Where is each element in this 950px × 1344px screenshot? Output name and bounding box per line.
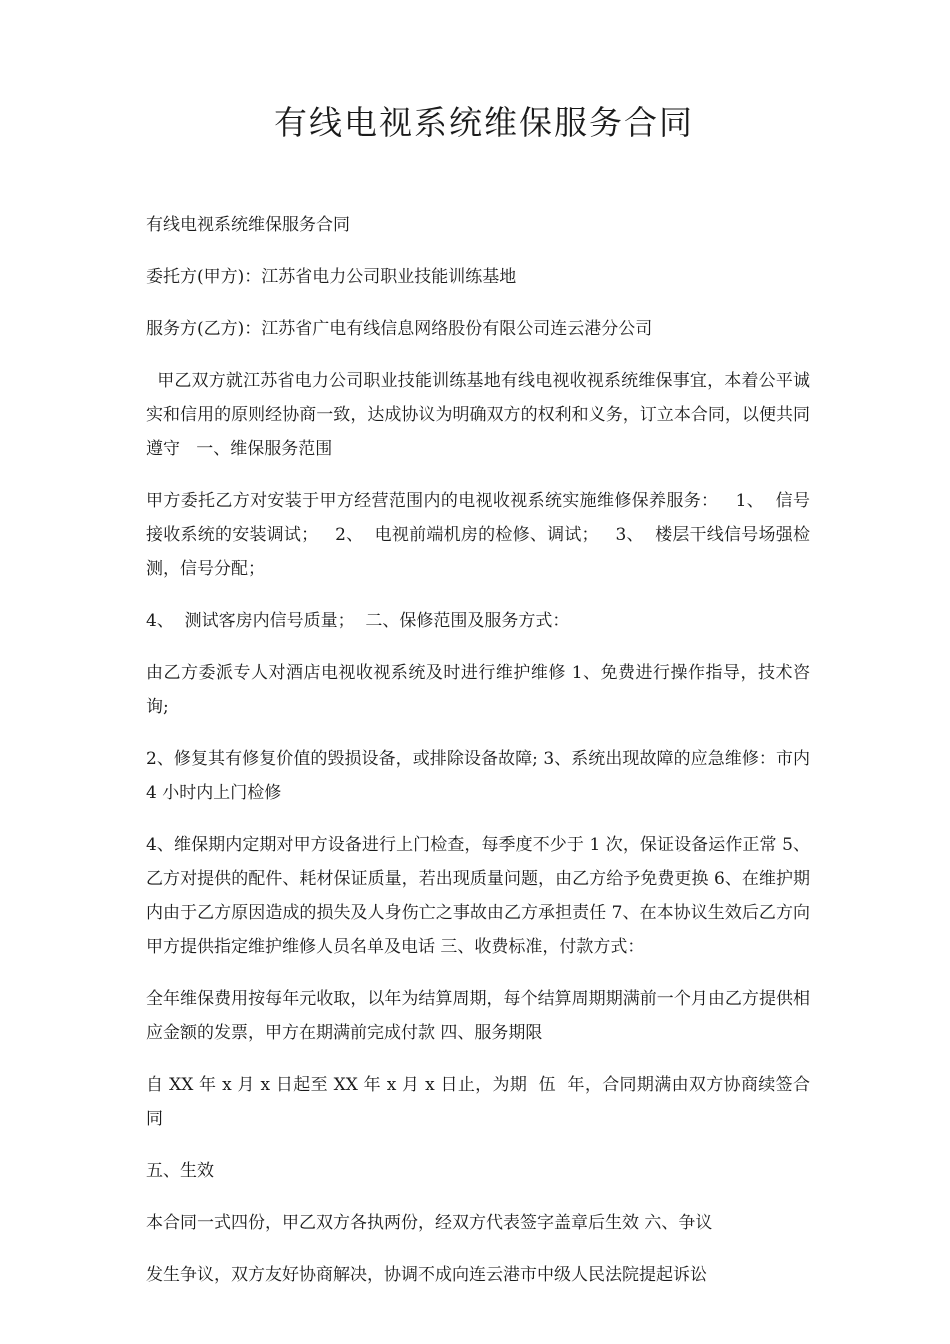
paragraph-signal-test: 4、 测试客房内信号质量； 二、保修范围及服务方式：: [146, 611, 581, 631]
paragraph-inspection: 4、维保期内定期对甲方设备进行上门检查，每季度不少于 1 次，保证设备运作正常 5、乙方对提供的配件、耗材保证质量，若出现质量问题，由乙方给予免费更换 6、在维护期内由于乙方原因造成的损失及人身伤亡之事故由乙方承担责任 7、在本协议生效后乙方向甲方提供指定维护维修人员名单及电话 三、收费标准，付款方式：: [146, 835, 810, 957]
paragraph-party-b: 服务方(乙方)：江苏省广电有线信息网络股份有限公司连云港分公司: [146, 319, 653, 339]
paragraph-maintenance-staff: 由乙方委派专人对酒店电视收视系统及时进行维护维修 1、免费进行操作指导，技术咨询;: [146, 663, 810, 717]
paragraph-repair: 2、修复其有修复价值的毁损设备，或排除设备故障; 3、系统出现故障的应急维修：市内 4 小时内上门检修: [146, 749, 810, 803]
paragraph-dispute: 发生争议，双方友好协商解决，协调不成向连云港市中级人民法院提起诉讼: [146, 1265, 718, 1285]
paragraph-effect-heading: 五、生效: [146, 1161, 214, 1181]
paragraph-heading: 有线电视系统维保服务合同: [146, 215, 350, 235]
paragraph-term: 自 XX 年 x 月 x 日起至 XX 年 x 月 x 日止，为期 伍 年，合同期满由双方协商续签合同: [146, 1075, 810, 1129]
document-title: 有线电视系统维保服务合同: [274, 103, 694, 142]
paragraph-service-scope: 甲方委托乙方对安装于甲方经营范围内的电视收视系统实施维修保养服务： 1、 信号接收系统的安装调试； 2、 电视前端机房的检修、调试； 3、 楼层干线信号场强检测，信号分配；: [146, 491, 810, 579]
paragraph-fees: 全年维保费用按每年元收取，以年为结算周期，每个结算周期期满前一个月由乙方提供相应金额的发票，甲方在期满前完成付款 四、服务期限: [146, 989, 810, 1043]
paragraph-party-a: 委托方(甲方)：江苏省电力公司职业技能训练基地: [146, 267, 517, 287]
paragraph-copies: 本合同一式四份，甲乙双方各执两份，经双方代表签字盖章后生效 六、争议: [146, 1213, 713, 1233]
paragraph-preamble: 甲乙双方就江苏省电力公司职业技能训练基地有线电视收视系统维保事宜，本着公平诚实和信用的原则经协商一致，达成协议为明确双方的权利和义务，订立本合同，以便共同遵守 一、维保服务范围: [146, 371, 811, 459]
